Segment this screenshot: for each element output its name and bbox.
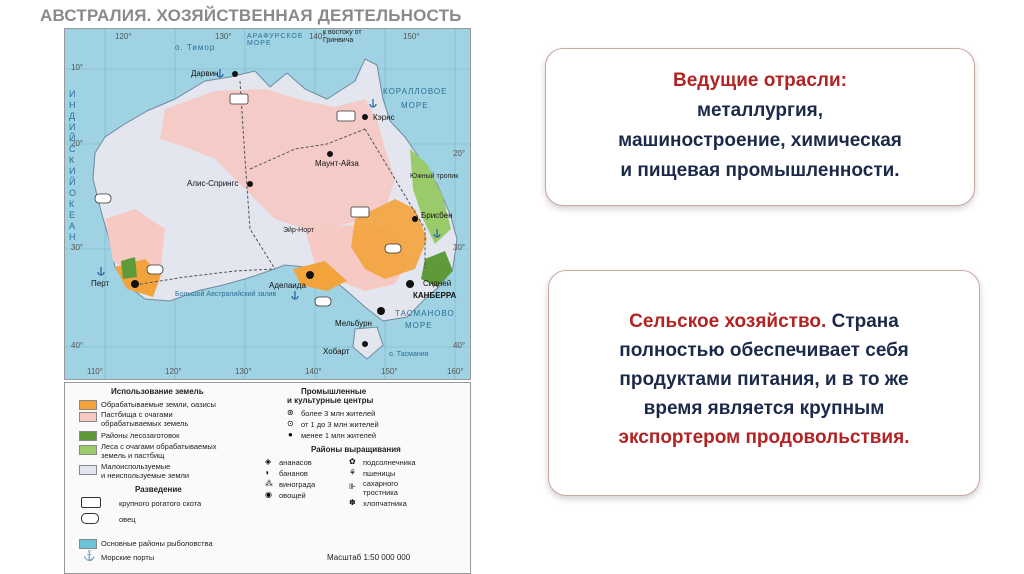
- industries-line: металлургия,: [696, 100, 823, 121]
- legend-item: винограда: [279, 480, 316, 489]
- cattle-icon: [351, 207, 369, 217]
- cotton-icon: ✽: [349, 498, 356, 507]
- map-scale: Масштаб 1:50 000 000: [327, 553, 411, 562]
- cropland-swatch: [79, 400, 97, 410]
- city-label: Дарвин: [191, 69, 219, 78]
- port-icon: [292, 291, 298, 299]
- legend-item: и неиспользуемые земли: [101, 471, 190, 480]
- pineapple-icon: ◈: [265, 457, 272, 466]
- grid-label: 150°: [381, 367, 398, 376]
- island-label: о. Тасмания: [389, 351, 429, 358]
- lake-label: Эйр-Норт: [283, 227, 315, 234]
- agriculture-line: время является крупным: [643, 398, 885, 419]
- tropic-label: Южный тропик: [410, 173, 459, 180]
- legend-item: Леса с очагами обрабатываемых: [101, 442, 217, 451]
- sugarcane-icon: ⊪: [349, 482, 356, 491]
- sea-label: КОРАЛЛОВОЕ: [383, 87, 448, 96]
- industries-heading: Ведущие отрасли:: [673, 70, 847, 91]
- grid-label: 140°: [309, 32, 326, 41]
- grid-label: 20°: [453, 149, 466, 158]
- agriculture-heading: Сельское хозяйство.: [629, 311, 827, 332]
- grape-icon: ⁂: [265, 479, 273, 488]
- legend-heading: Разведение: [135, 485, 182, 494]
- capital-label: КАНБЕРРА: [413, 291, 457, 300]
- large-city-icon: ⊛: [287, 408, 294, 417]
- small-city-icon: ●: [288, 430, 293, 439]
- grid-label: 120°: [115, 32, 132, 41]
- grid-label: 10°: [71, 63, 84, 72]
- grid-label: 40°: [453, 341, 466, 350]
- city-label: Брисбен: [421, 211, 453, 220]
- sheep-icon: [147, 265, 163, 274]
- grid-label: 130°: [215, 32, 232, 41]
- industries-line: и пищевая промышленности.: [620, 160, 900, 181]
- city-label: Аделаида: [269, 281, 306, 290]
- vegetable-icon: ◉: [265, 490, 272, 499]
- sea-label: о. Тимор: [175, 43, 216, 52]
- cattle-icon: [337, 111, 355, 121]
- city-label: Маунт-Айза: [315, 159, 359, 168]
- anchor-icon: ⚓: [83, 551, 96, 562]
- sea-label: МОРЕ: [405, 321, 433, 330]
- agriculture-line: полностью обеспечивает себя: [619, 340, 909, 361]
- legend-item: Малоиспользуемые: [101, 462, 171, 471]
- legend-item: от 1 до 3 млн жителей: [301, 420, 379, 429]
- city-label: Сидней: [423, 279, 452, 288]
- sheep-icon: [385, 244, 401, 253]
- industries-line: машиностроение, химическая: [618, 130, 902, 151]
- grid-label: 40°: [71, 341, 84, 350]
- sheep-icon: [315, 297, 331, 306]
- legend-item: овощей: [279, 491, 306, 500]
- sea-label: АРАФУРСКОЕ МОРЕ: [247, 33, 304, 47]
- sunflower-icon: ✿: [349, 457, 356, 466]
- legend-item: земель и пастбищ: [101, 451, 165, 460]
- australia-map: [64, 28, 471, 380]
- fishing-swatch: [79, 539, 97, 549]
- legend-item: Морские порты: [101, 553, 155, 562]
- cattle-icon: [81, 497, 101, 508]
- tasmania-land: [353, 327, 383, 359]
- agriculture-card: [548, 270, 980, 496]
- agriculture-line: [549, 307, 979, 337]
- wheat-icon: ⚘: [349, 468, 357, 477]
- sea-label: МОРЕ: [401, 101, 429, 110]
- grid-label: 30°: [71, 243, 84, 252]
- grid-label: 160°: [447, 367, 464, 376]
- logging-swatch: [79, 431, 97, 441]
- port-icon: [98, 267, 104, 275]
- legend-item: сахарного: [363, 479, 398, 488]
- legend-item: Обрабатываемые земли, оазисы: [101, 400, 216, 409]
- legend-heading: Использование земель: [111, 387, 204, 396]
- industries-card: [545, 48, 975, 206]
- city-label: Хобарт: [323, 347, 350, 356]
- legend-item: бананов: [279, 469, 308, 478]
- gulf-label: Большой Австралийский залив: [175, 291, 277, 298]
- legend-item: ананасов: [279, 458, 312, 467]
- legend-item: Основные районы рыболовства: [101, 539, 213, 548]
- cattle-icon: [230, 94, 248, 104]
- agriculture-emphasis: экспортером продовольствия.: [618, 427, 910, 448]
- legend-heading: Промышленные: [301, 387, 367, 396]
- grid-label: 130°: [235, 367, 252, 376]
- ocean-label: И Н Д И Й С К И Й О К Е А Н: [69, 89, 78, 242]
- legend-item: Пастбища с очагами: [101, 410, 173, 419]
- city-label: Кэрнс: [373, 113, 395, 122]
- legend-item: Районы лесозаготовок: [101, 431, 180, 440]
- grid-label: 20°: [71, 139, 84, 148]
- sheep-icon: [81, 513, 99, 524]
- banana-icon: ◗: [265, 468, 270, 477]
- city-label: Мельбурн: [335, 319, 372, 328]
- city-label: Алис-Спрингс: [187, 179, 239, 188]
- grid-label: 150°: [403, 32, 420, 41]
- agriculture-line-rest: Страна: [826, 311, 899, 332]
- map-legend: [64, 382, 471, 574]
- agriculture-line: продуктами питания, и в то же: [619, 369, 909, 390]
- medium-city-icon: ⊙: [287, 419, 294, 428]
- legend-item: менее 1 млн жителей: [301, 431, 377, 440]
- legend-item: тростника: [363, 488, 398, 497]
- unused-swatch: [79, 465, 97, 475]
- sheep-icon: [95, 194, 111, 203]
- grid-label: 110°: [87, 367, 103, 376]
- legend-item: хлопчатника: [363, 499, 407, 508]
- grid-label: 30°: [453, 243, 466, 252]
- legend-item: крупного рогатого скота: [119, 499, 202, 508]
- legend-heading: и культурные центры: [287, 396, 374, 405]
- sea-label: ТАСМАНОВО: [395, 309, 455, 318]
- legend-item: подсолнечника: [363, 458, 416, 467]
- legend-heading: Районы выращивания: [311, 445, 401, 454]
- pasture-swatch: [79, 412, 97, 422]
- city-label: Перт: [91, 279, 110, 288]
- map-title: АВСТРАЛИЯ. ХОЗЯЙСТВЕННАЯ ДЕЯТЕЛЬНОСТЬ: [40, 6, 462, 25]
- meridian-note: к востоку от Гринвича: [323, 29, 362, 44]
- legend-item: пшеницы: [363, 469, 396, 478]
- legend-item: более 3 млн жителей: [301, 409, 376, 418]
- grid-label: 140°: [305, 367, 322, 376]
- legend-item: обрабатываемых земель: [101, 419, 189, 428]
- legend-item: овец: [119, 515, 136, 524]
- forest-swatch: [79, 445, 97, 455]
- grid-label: 120°: [165, 367, 182, 376]
